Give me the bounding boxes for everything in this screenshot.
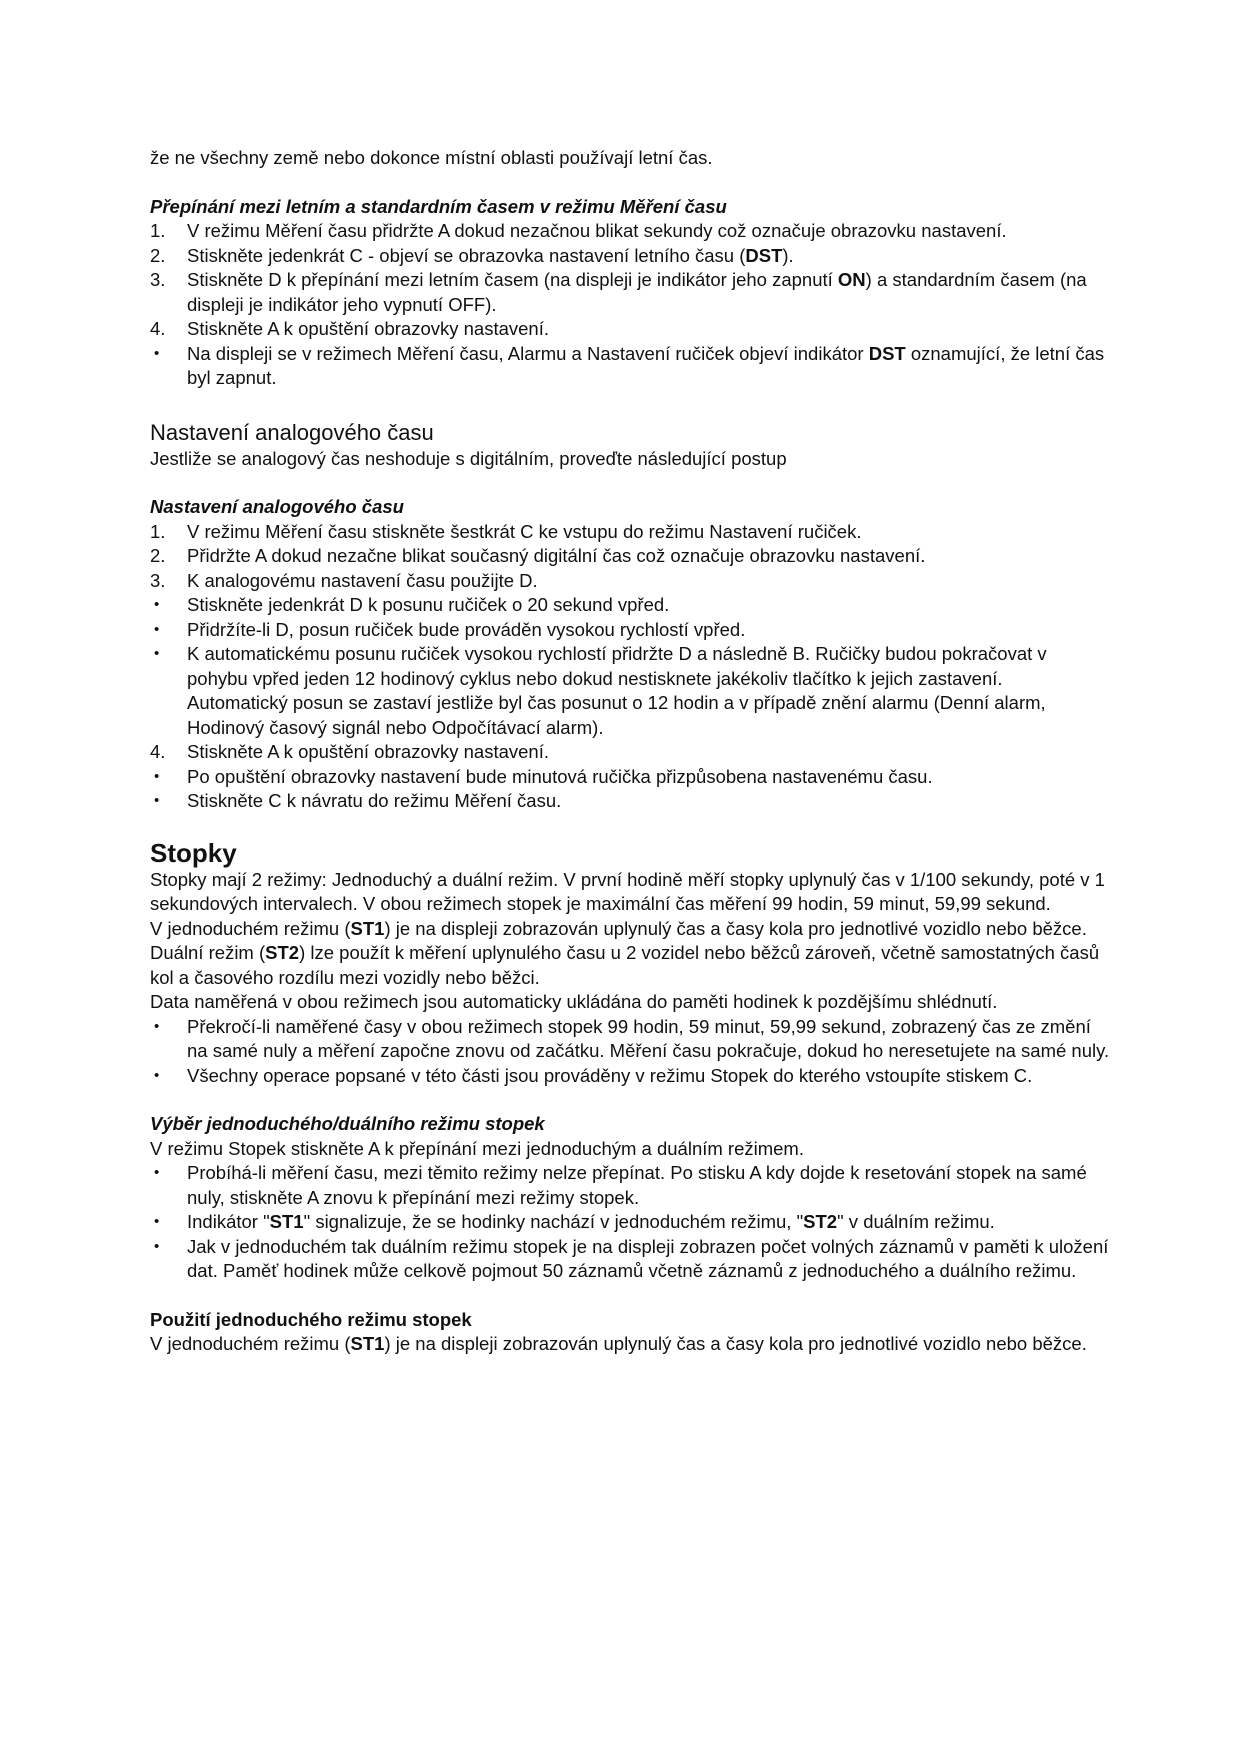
list-item: • Indikátor "ST1" signalizuje, že se hodinky nachází v jednoduchém režimu, "ST2" v duálním režimu. (154, 1211, 995, 1232)
stopky-para: Data naměřená v obou režimech jsou automaticky ukládána do paměti hodinek k pozdějšímu shlédnutí. (150, 991, 998, 1012)
dst-heading: Přepínání mezi letním a standardním časem v režimu Měření času (150, 195, 727, 217)
list-item: 2. Stiskněte jedenkrát C - objeví se obrazovka nastavení letního času (DST). (150, 244, 794, 266)
list-item: 4. Stiskněte A k opuštění obrazovky nastavení. (150, 741, 549, 762)
analog-subheading: Nastavení analogového času (150, 496, 404, 517)
list-item: 3. Stiskněte D k přepínání mezi letním časem (na displeji je indikátor jeho zapnutí ON) a standardním časem (na displeji je indikátor jeho vypnutí OFF). (150, 269, 1087, 315)
intro-line: že ne všechny země nebo dokonce místní oblasti používají letní čas. (150, 147, 713, 168)
stopky-para: Stopky mají 2 režimy: Jednoduchý a duální režim. V první hodině měří stopky uplynulý čas v 1/100 sekundy, poté v 1 sekundových intervalech. V obou režimech stopek je maximální čas měření 99 hodin, 59 minut, 59,99 sekund. (150, 868, 1105, 914)
list-item: 1. V režimu Měření času stiskněte šestkrát C ke vstupu do režimu Nastavení ručiček. (150, 520, 862, 542)
stopky-para: V jednoduchém režimu (ST1) je na displeji zobrazován uplynulý čas a časy kola pro jednotlivé vozidlo nebo běžce. Duální režim (ST2) lze použít k měření uplynulého času u 2 vozidel nebo běžců zároveň, včetně samostatných časů kol a časového rozdílu mezi vozidly nebo běžci. (150, 917, 1100, 988)
single-mode-para: V jednoduchém režimu (ST1) je na displeji zobrazován uplynulý čas a časy kola pro jednotlivé vozidlo nebo běžce. (150, 1333, 1087, 1354)
list-item: • Stiskněte jedenkrát D k posunu ručiček o 20 sekund vpřed. (154, 594, 670, 615)
analog-intro: Jestliže se analogový čas neshoduje s digitálním, proveďte následující postup (150, 447, 787, 469)
list-item: • K automatickému posunu ručiček vysokou rychlostí přidržte D a následně B. Ručičky budou pokračovat v pohybu vpřed jeden 12 hodinový cyklus nebo dokud nestisknete jakékoliv tlačítko k jejich zastavení. Automatický posun se zastaví jestliže byl čas posunut o 12 hodin a v případě znění alarmu (Denní alarm, Hodinový časový signál nebo Odpočítávací alarm). (154, 643, 1047, 738)
single-mode-heading: Použití jednoduchého režimu stopek (150, 1308, 472, 1330)
list-item: • Jak v jednoduchém tak duálním režimu stopek je na displeji zobrazen počet volných záznamů v paměti k uložení dat. Paměť hodinek může celkově pojmout 50 záznamů včetně záznamů z jednoduchého a duálního režimu. (154, 1235, 1109, 1281)
list-item: 2. Přidržte A dokud nezačne blikat současný digitální čas což označuje obrazovku nastavení. (150, 545, 926, 566)
list-item: • Po opuštění obrazovky nastavení bude minutová ručička přizpůsobena nastavenému času. (154, 765, 933, 787)
select-mode-intro: V režimu Stopek stiskněte A k přepínání mezi jednoduchým a duálním režimem. (150, 1137, 804, 1159)
list-item: • Na displeji se v režimech Měření času, Alarmu a Nastavení ručiček objeví indikátor DST oznamující, že letní čas byl zapnut. (154, 342, 1105, 388)
list-item: 4. Stiskněte A k opuštění obrazovky nastavení. (150, 318, 549, 339)
section-title-analog: Nastavení analogového času (150, 419, 434, 445)
list-item: • Všechny operace popsané v této části jsou prováděny v režimu Stopek do kterého vstoupíte stiskem C. (154, 1064, 1033, 1086)
list-item: • Překročí-li naměřené časy v obou režimech stopek 99 hodin, 59 minut, 59,99 sekund, zobrazený čas ze změní na samé nuly a měření započne znovu od začátku. Měření času pokračuje, dokud ho neresetujete na samé nuly. (154, 1015, 1110, 1061)
list-item: 3. K analogovému nastavení času použijte D. (150, 569, 538, 591)
list-item: 1. V režimu Měření času přidržte A dokud nezačnou blikat sekundy což označuje obrazovku nastavení. (150, 220, 1007, 241)
document-page (150, 146, 1110, 1357)
list-item: • Stiskněte C k návratu do režimu Měření času. (154, 790, 562, 811)
list-item: • Přidržíte-li D, posun ručiček bude prováděn vysokou rychlostí vpřed. (154, 618, 746, 640)
section-title-stopky: Stopky (150, 837, 237, 868)
list-item: • Probíhá-li měření času, mezi těmito režimy nelze přepínat. Po stisku A kdy dojde k resetování stopek na samé nuly, stiskněte A znovu k přepínání mezi režimy stopek. (154, 1162, 1087, 1208)
select-mode-heading: Výběr jednoduchého/duálního režimu stopek (150, 1113, 545, 1134)
